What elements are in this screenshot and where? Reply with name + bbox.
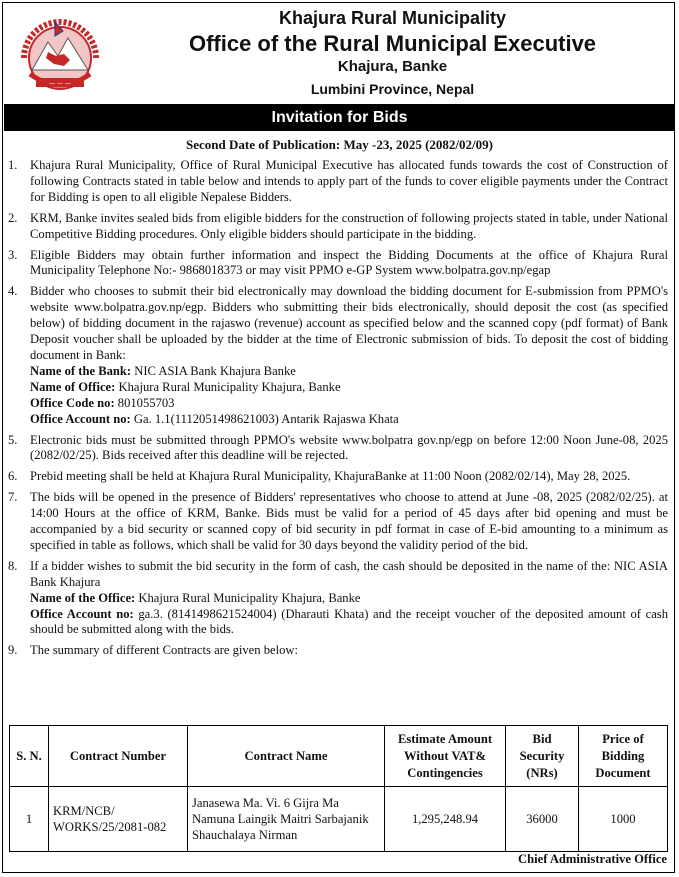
province-line: Lumbini Province, Nepal [310,81,475,97]
nepal-emblem-logo [14,12,106,98]
table-cell: Janasewa Ma. Vi. 6 Gijra Ma Namuna Laingik Maitri Sarbajanik Shauchalaya Nirman [188,787,385,852]
svg-text:— — —: — — — [49,80,71,87]
location-line: Khajura, Banke [337,58,448,75]
office-code-line: Office Code no: 801055703 [30,395,175,410]
office-name: Office of the Rural Municipal Executive [188,31,597,56]
table-row [10,787,668,852]
item-text: Eligible Bidders may obtain further information and inspect the Bidding Documents at the office of Khajura Rural Municipality Telephone No:- 9868018373 or may visit PPMO e-GP System www.bolpatra.gov.np/egap [30,247,668,278]
signatory: Chief Administrative Office [518,852,667,866]
list-item: 6. Prebid meeting shall be held at Khajura Rural Municipality, KhajuraBanke at 11:00 Noon (2082/02/14), May 28, 2025. [8,469,631,484]
item-text: Prebid meeting shall be held at Khajura Rural Municipality, KhajuraBanke at 11:00 Noon (2082/02/14), May 28, 2025. [30,469,631,484]
item-text: The bids will be opened in the presence of Bidders' representatives who choose to attend at June -08, 2025 (2082/02/25). at 14:00 Hours at the office of KRM, Banke. Bids must be valid for a period of 45 days after bid opening and must be accompanied by a bid security or scanned copy of bid security in pdf format in case of E-bid amounting to a minimum as specified in table as follows, which shall be valid for 30 days beyond the validity period of the bid. [30,490,668,552]
list-item: 4. Bidder who chooses to submit their bid electronically may download the bidding document for E-submission from PPMO's website www.bolpatra.gov.np/egp. Bidders who submitting their bids electronically, should deposit the cost (as specified below) of bidding document in the rajaswo (revenue) account as specified below and the scanned copy (pdf format) of Bank Deposit voucher shall be uploaded by the bidder at the time of Electronic submission of bids. To deposit the cost of bidding document in Bank: Name of the Bank: NIC ASIA Bank Khajura Banke Name of Office: Khajura Rural Municipality Khajura, Banke Office Code no: 801055703 Office Account no: Ga. 1.1(1112051498621003) Antarik Rajaswa Khata [8,284,668,426]
column-header: Estimate Amount Without VAT& Contingencies [385,726,506,787]
list-item: 2. KRM, Banke invites sealed bids from eligible bidders for the construction of following projects stated in table, under National Competitive Bidding procedures. Only eligible bidders should participate in the bidding. [8,210,668,241]
item-text: The summary of different Contracts are given below: [30,643,298,658]
table-cell: 1 [10,787,49,852]
list-item: 1. Khajura Rural Municipality, Office of Rural Municipal Executive has allocated funds towards the cost of Construction of following Contracts stated in table below and intends to apply part of the funds to cover eligible payments under the Contract for Bidding is open to all eligible Nepalese Bidders. [8,158,668,204]
list-item: 5. Electronic bids must be submitted through PPMO's website www.bolpatra gov.np/egp on before 12:00 Noon June-08, 2025 (2082/02/25). Bids received after this deadline will be rejected. [8,432,668,463]
office-account-line: Office Account no: Ga. 1.1(1112051498621003) Antarik Rajaswa Khata [30,411,399,426]
column-header: Price of Bidding Document [579,726,668,787]
column-header: Contract Name [188,726,385,787]
item-text: Bidder who chooses to submit their bid electronically may download the bidding document for E-submission from PPMO's website www.bolpatra.gov.np/egp. Bidders who submitting their bids electronically, should deposit the cost (as specified below) of bidding document in the rajaswo (revenue) account as specified below and the scanned copy (pdf format) of Bank Deposit voucher shall be uploaded by the bidder at the time of Electronic submission of bids. To deposit the cost of bidding document in Bank: [30,284,668,362]
municipality-name: Khajura Rural Municipality [278,8,507,28]
item-text: If a bidder wishes to submit the bid security in the form of cash, the cash should be deposited in the name of the: NIC ASIA Bank Khajura [30,558,668,589]
notice-title-banner: Invitation for Bids [4,104,675,131]
table-cell: 1000 [579,787,668,852]
notice-body [8,158,668,664]
publication-date: Second Date of Publication: May -23, 2025 (2082/02/09) [186,137,493,152]
list-item: 3. Eligible Bidders may obtain further information and inspect the Bidding Documents at the office of Khajura Rural Municipality Telephone No:- 9868018373 or may visit PPMO e-GP System www.bolpatra.gov.np/egap [8,247,668,278]
column-header: Bid Security (NRs) [506,726,579,787]
list-item: 7. The bids will be opened in the presence of Bidders' representatives who choose to attend at June -08, 2025 (2082/02/25). at 14:00 Hours at the office of KRM, Banke. Bids must be valid for a period of 45 days after bid opening and must be accompanied by a bid security or scanned copy of bid security in pdf format in case of E-bid amounting to a minimum as specified in table as follows, which shall be valid for 30 days beyond the validity period of the bid. [8,490,668,552]
list-item: 9. The summary of different Contracts are given below: [8,643,298,658]
item-text: Electronic bids must be submitted through PPMO's website www.bolpatra gov.np/egp on before 12:00 Noon June-08, 2025 (2082/02/25). Bids received after this deadline will be rejected. [30,432,668,463]
contracts-table [9,725,668,852]
table-cell: KRM/NCB/ WORKS/25/2081-082 [49,787,188,852]
item-text: KRM, Banke invites sealed bids from eligible bidders for the construction of following projects stated in table, under National Competitive Bidding procedures. Only eligible bidders should participate in the bidding. [30,210,668,241]
office-name-line: Name of the Office: Khajura Rural Municipality Khajura, Banke [30,590,361,605]
column-header: Contract Number [49,726,188,787]
item-text: Khajura Rural Municipality, Office of Rural Municipal Executive has allocated funds towards the cost of Construction of following Contracts stated in table below and intends to apply part of the funds to cover eligible payments under the Contract for Bidding is open to all eligible Nepalese Bidders. [30,158,668,204]
table-cell: 1,295,248.94 [385,787,506,852]
column-header: S. N. [10,726,49,787]
office-name-line: Name of Office: Khajura Rural Municipality Khajura, Banke [30,379,341,394]
table-cell: 36000 [506,787,579,852]
table-header-row [10,726,668,787]
office-account-line: Office Account no: ga.3. (8141498621524004) (Dharauti Khata) and the receipt voucher of the deposited amount of cash should be submitted along with the bids. [30,606,668,637]
bank-name-line: Name of the Bank: NIC ASIA Bank Khajura Banke [30,363,296,378]
list-item: 8. If a bidder wishes to submit the bid security in the form of cash, the cash should be deposited in the name of the: NIC ASIA Bank Khajura Name of the Office: Khajura Rural Municipality Khajura, Banke Office Account no: ga.3. (8141498621524004) (Dharauti Khata) and the receipt voucher of the deposited amount of cash should be submitted along with the bids. [8,558,668,637]
